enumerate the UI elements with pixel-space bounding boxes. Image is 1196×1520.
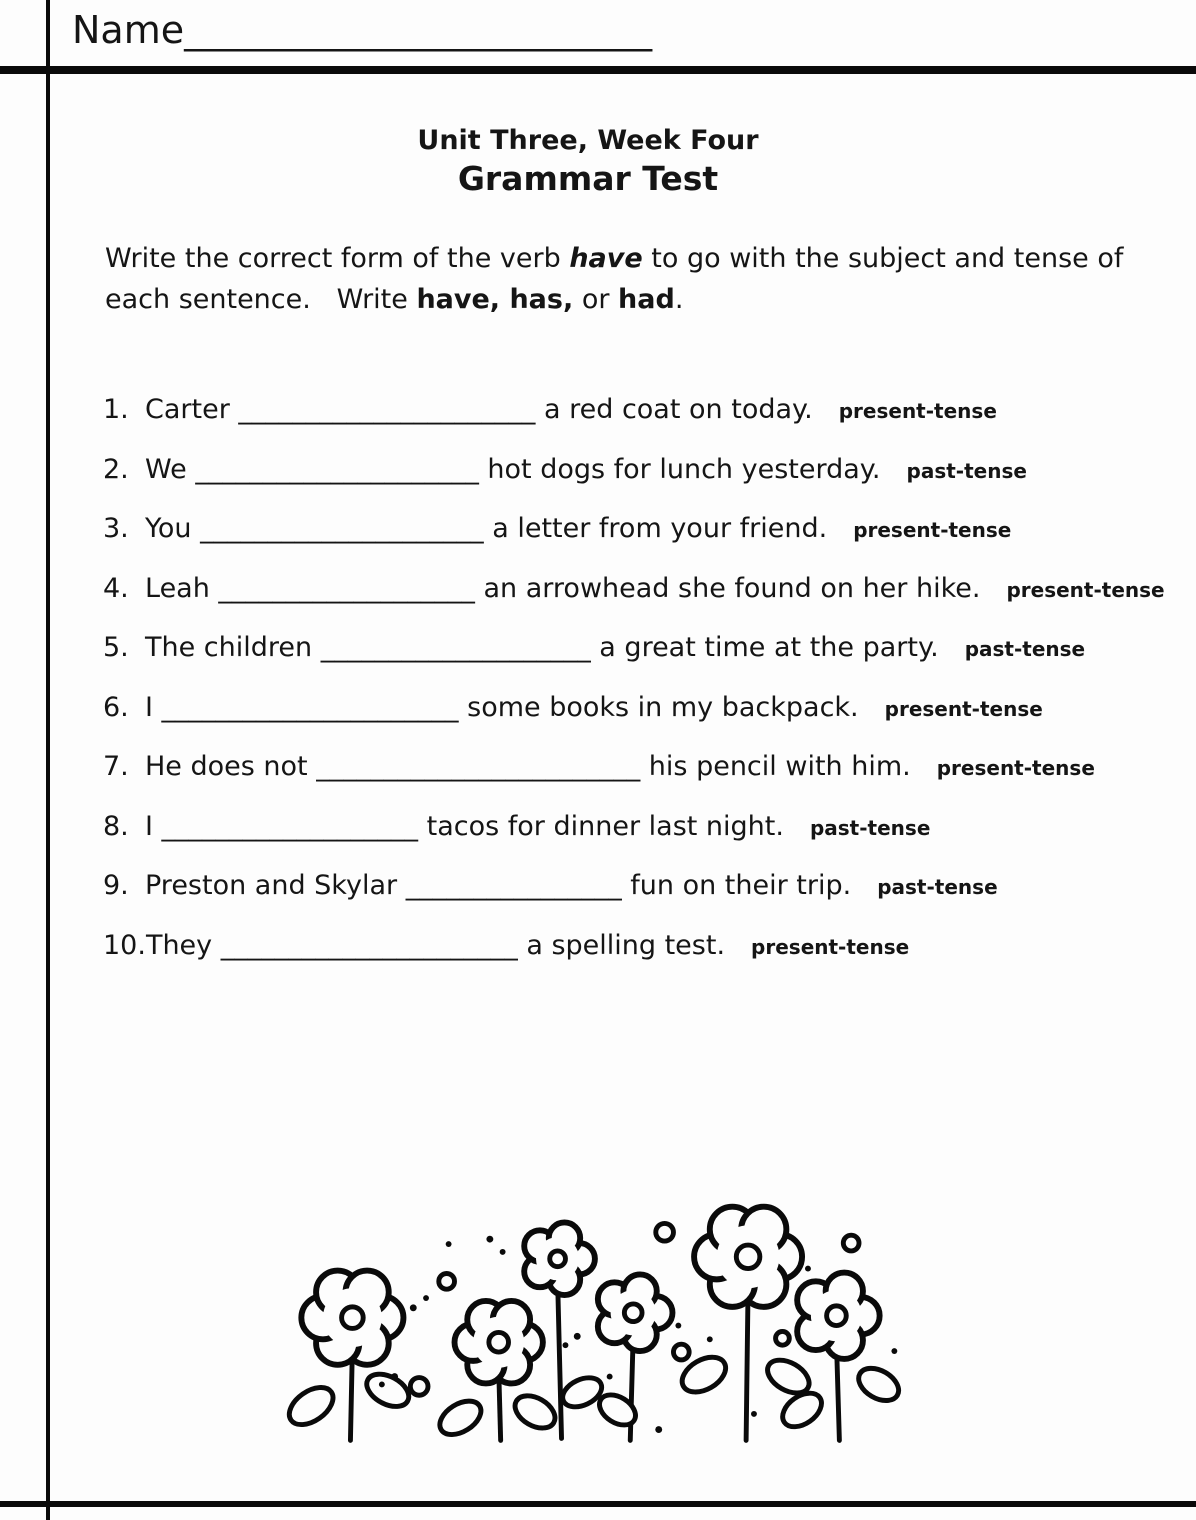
question-text-before: The children [145,632,321,663]
answer-blank[interactable]: ___________________ [218,572,475,604]
options-have-has: have, has, [416,284,574,315]
instructions [105,238,1165,320]
tense-label: past-tense [877,875,998,899]
question-text-before: We [145,453,196,485]
question-number: 5. [103,632,129,663]
instructions-line-2: each sentence. Write have, has, or had. [105,284,684,315]
name-label: Name [72,8,185,52]
question-text-after: fun on their trip. [621,870,852,901]
question-text-before: I [145,810,162,842]
footer-rule [0,1501,1196,1507]
title-block [105,124,1071,200]
question-text-after: tacos for dinner last night. [418,810,784,842]
question-number: 10. [103,929,146,961]
question-number: 4. [103,572,129,604]
question-6 [103,691,1193,723]
question-text-after: a great time at the party. [590,632,939,663]
answer-blank[interactable]: ________________ [405,870,622,901]
question-text-after: a letter from your friend. [483,513,828,544]
name-blank-line[interactable]: __________________________ [184,11,653,52]
tense-label: past-tense [809,815,931,840]
question-text-after: a red coat on today. [535,394,813,425]
name-row [72,6,652,56]
tense-label: past-tense [964,637,1086,661]
question-text-after: a spelling test. [517,929,726,961]
instructions-line-1: Write the correct form of the verb have to go with the subject and tense of [105,243,1124,274]
tense-label: present-tense [1006,577,1165,602]
question-8 [103,810,1193,842]
question-7 [103,753,1193,782]
question-3 [103,515,1193,544]
question-text-before: Preston and Skylar [145,870,406,901]
answer-blank[interactable]: ______________________ [161,691,459,723]
question-4 [103,572,1193,604]
question-number: 7. [103,751,129,782]
answer-blank[interactable]: ______________________ [220,929,518,961]
answer-blank[interactable]: _____________________ [195,453,479,485]
tense-label: present-tense [936,756,1095,780]
worksheet-title: Grammar Test [457,159,719,198]
verb-have-italic: have [569,243,643,274]
question-number: 8. [103,810,129,842]
question-5 [103,634,1193,663]
header-divider-rule [0,66,1196,74]
tense-label: present-tense [853,518,1012,542]
question-2 [103,453,1193,485]
tense-label: present-tense [884,696,1043,721]
question-text-before: He does not [145,751,317,782]
answer-blank[interactable]: ____________________ [320,632,591,663]
question-number: 6. [103,691,129,723]
answer-blank[interactable]: ______________________ [238,394,536,425]
option-had: had [618,284,675,315]
question-9 [103,872,1193,901]
question-text-before: Carter [145,394,239,425]
tense-label: past-tense [906,458,1027,483]
answer-blank[interactable]: ___________________ [161,810,419,842]
question-list [103,396,1193,991]
question-text-before: I [145,691,162,723]
tense-label: present-tense [838,399,997,423]
flowers-illustration [266,1152,914,1448]
question-text-before: You [145,513,201,544]
question-text-after: his pencil with him. [640,751,911,782]
left-margin-rule [46,0,50,1520]
question-number: 3. [103,513,129,544]
question-text-after: some books in my backpack. [458,691,859,723]
question-10 [103,929,1193,961]
question-number: 9. [103,870,129,901]
question-text-after: hot dogs for lunch yesterday. [478,453,881,485]
question-text-after: an arrowhead she found on her hike. [474,572,981,604]
worksheet-subtitle: Unit Three, Week Four [417,125,759,156]
question-number: 2. [103,453,129,485]
question-number: 1. [103,394,129,425]
tense-label: present-tense [751,934,910,959]
question-text-before: They [145,929,221,961]
question-text-before: Leah [145,572,219,604]
answer-blank[interactable]: _____________________ [200,513,484,544]
question-1 [103,396,1193,425]
answer-blank[interactable]: ________________________ [316,751,641,782]
